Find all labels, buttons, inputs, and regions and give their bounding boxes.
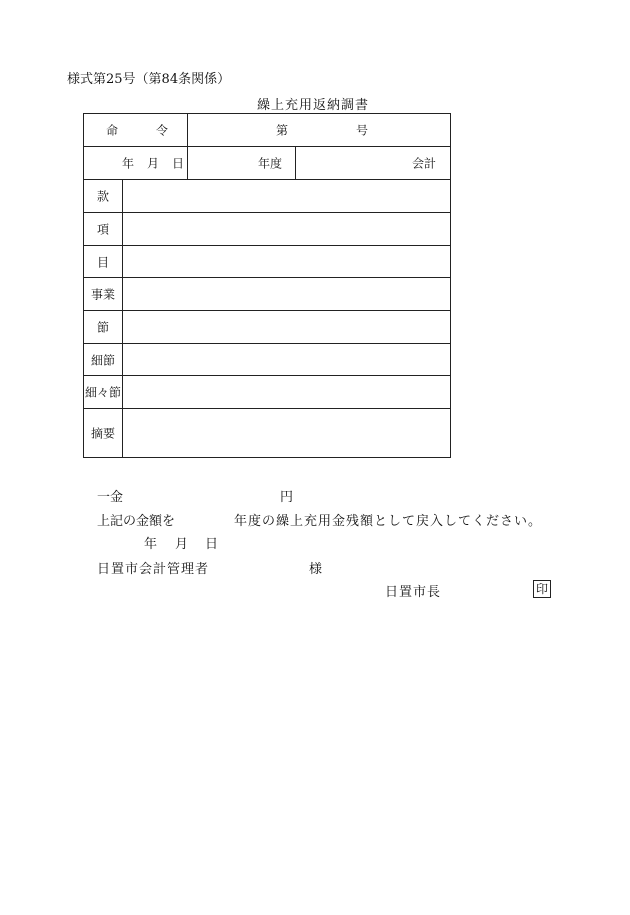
issue-date-day: 日 [205,537,219,552]
row-label: 事業 [91,287,116,302]
issue-date-month: 月 [175,537,189,552]
seal-box: 印 [533,580,551,598]
order-table [83,113,451,458]
table-row [84,180,450,213]
row-label: 摘要 [91,426,116,441]
date-account-row [84,147,450,180]
form-number: 様式第25号（第84条関係） [67,72,231,87]
table-row [84,311,450,344]
account-label: 会計 [411,156,436,171]
account-cell [296,147,450,179]
amount-unit: 円 [280,490,294,505]
table-row [84,376,450,409]
number-suffix: 号 [356,123,369,138]
issue-date-year: 年 [144,537,158,552]
order-label-char-1: 命 [106,123,119,138]
number-cell [188,114,450,146]
row-label-cell [84,376,123,408]
table-row [84,278,450,311]
return-statement-part-1: 上記の金額を [97,514,176,529]
row-label: 款 [97,189,110,204]
table-row [84,344,450,376]
row-label-cell [84,409,123,457]
row-label: 目 [97,255,110,269]
table-row [84,213,450,246]
row-label: 節 [97,320,110,335]
row-label-cell [84,180,123,212]
return-statement-part-2: 年度の繰上充用金残額として戻入してください。 [234,514,543,529]
order-number-row [84,114,450,147]
row-label-cell [84,246,123,277]
row-label-cell [84,344,123,375]
row-label: 細節 [91,353,116,367]
amount-prefix: 一金 [97,490,124,505]
date-month: 月 [147,156,160,171]
order-label-cell [84,114,188,146]
order-label-char-2: 令 [156,123,169,138]
date-day: 日 [172,156,185,171]
row-label-cell [84,311,123,343]
honorific: 様 [309,562,323,577]
fiscal-year-cell [188,147,296,179]
document-title: 繰上充用返納調書 [257,98,370,113]
addressee: 日置市会計管理者 [97,562,210,577]
number-prefix: 第 [276,123,289,138]
row-label: 項 [97,222,110,237]
issuer: 日置市長 [385,585,442,600]
row-label-cell [84,278,123,310]
date-year: 年 [122,156,135,171]
table-row [84,409,450,457]
date-cell [84,147,188,179]
row-label: 細々節 [85,385,122,400]
table-row [84,246,450,278]
row-label-cell [84,213,123,245]
fiscal-year-label: 年度 [258,156,283,171]
